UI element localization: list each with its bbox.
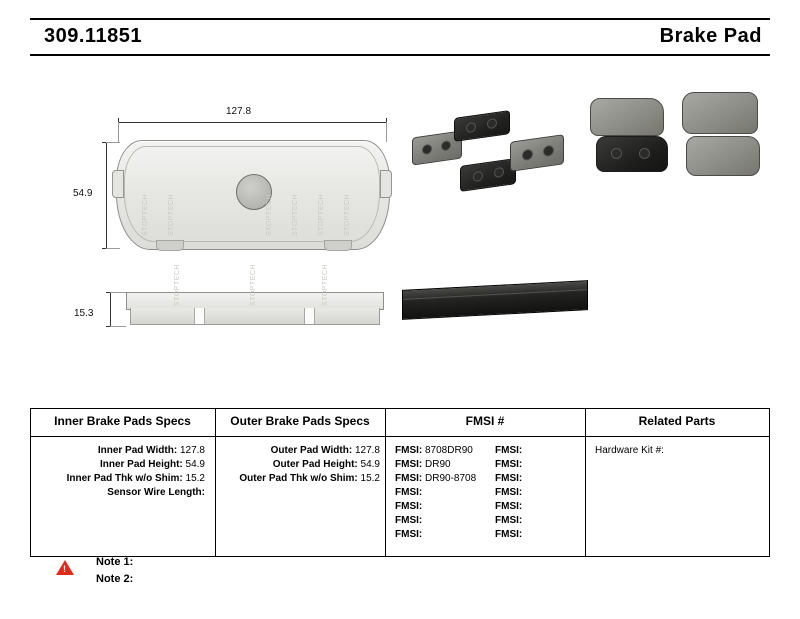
watermark-text: STOPTECH: [266, 194, 273, 236]
pad-tab-left: [112, 170, 124, 198]
dimension-thickness-label: 15.3: [74, 308, 94, 319]
page-title: Brake Pad: [659, 25, 762, 47]
sheet-header: [30, 18, 770, 56]
column-header-inner-specs: Inner Brake Pads Specs: [54, 414, 191, 428]
outer-specs-list: [215, 444, 380, 486]
pad-photo-group-center: [402, 104, 572, 234]
table-rule-bottom: [30, 556, 770, 557]
list-item: [215, 458, 380, 472]
fmsi-label: FMSI:: [495, 459, 523, 470]
dimension-width-line: [118, 122, 386, 123]
watermark-text: STOPTECH: [344, 194, 351, 236]
spec-label: Outer Pad Width:: [270, 445, 353, 456]
pad-photo-hole: [494, 167, 504, 178]
pad-photo-hole: [543, 145, 554, 158]
dimension-thickness-line: [110, 292, 111, 326]
extension-line-right: [386, 122, 387, 142]
spec-label: Inner Pad Height:: [99, 459, 183, 470]
column-header-fmsi: FMSI #: [465, 414, 505, 428]
pad-photo-hole: [639, 148, 650, 159]
fmsi-label: FMSI:: [495, 487, 523, 498]
list-item: [595, 444, 765, 458]
pad-edge-slot-right: [304, 308, 315, 324]
spec-value: 15.2: [360, 473, 380, 484]
column-header-outer-specs: Outer Brake Pads Specs: [230, 414, 370, 428]
header-rule-top: [30, 18, 770, 20]
list-item: [215, 444, 380, 458]
pad-photo-item: [460, 158, 516, 192]
spec-value: 54.9: [185, 459, 205, 470]
watermark-text: STOPTECH: [292, 194, 299, 236]
spec-value: 127.8: [354, 445, 380, 456]
watermark-text: STOPTECH: [322, 264, 329, 306]
pad-photo-hole: [473, 171, 483, 182]
list-item: [30, 486, 205, 500]
pad-friction-material: [130, 308, 380, 325]
pad-edge-view: [126, 264, 382, 326]
pad-photo-item: [682, 92, 758, 134]
list-item: [395, 528, 595, 542]
watermark-text: STOPTECH: [142, 194, 149, 236]
fmsi-label: FMSI:: [395, 529, 423, 540]
spec-label: Outer Pad Thk w/o Shim:: [239, 473, 358, 484]
table-rule-header: [30, 436, 770, 437]
inner-specs-list: [30, 444, 205, 500]
fmsi-label: FMSI:: [395, 501, 423, 512]
warning-triangle-icon: [56, 560, 74, 575]
watermark-text: STOPTECH: [318, 194, 325, 236]
spec-label: Inner Pad Width:: [97, 445, 178, 456]
list-item: [395, 458, 595, 472]
list-item: [30, 458, 205, 472]
fmsi-label: FMSI:: [495, 529, 523, 540]
list-item: [395, 444, 595, 458]
pad-tab-right: [380, 170, 392, 198]
watermark-text: STOPTECH: [168, 194, 175, 236]
pad-photo-item: [686, 136, 760, 176]
fmsi-label: FMSI:: [395, 515, 423, 526]
table-divider-2: [385, 408, 386, 556]
pad-edge-slot-left: [194, 308, 205, 324]
extension-line-bottom: [106, 248, 120, 249]
pad-notch-left: [156, 240, 184, 251]
drawing-area: [30, 70, 770, 370]
fmsi-label: FMSI:: [395, 459, 423, 470]
pad-notch-right: [324, 240, 352, 251]
table-border-right: [769, 408, 770, 556]
extension-line-thk-top: [110, 292, 126, 293]
fmsi-label: FMSI:: [495, 445, 523, 456]
list-item: [395, 514, 595, 528]
list-item: [395, 486, 595, 500]
pad-photo-hole: [487, 118, 497, 129]
pad-photo-item: [454, 110, 510, 142]
spec-label: Sensor Wire Length:: [107, 487, 205, 498]
pad-photo-edge-view: [402, 280, 588, 320]
pad-photo-item: [510, 134, 564, 172]
note-1: Note 1:: [96, 556, 134, 568]
watermark-text: STOPTECH: [174, 264, 181, 306]
fmsi-label: FMSI:: [495, 515, 523, 526]
fmsi-value: 8708DR90: [425, 445, 473, 456]
column-header-related-parts: Related Parts: [638, 414, 716, 428]
pad-photo-hole: [466, 122, 476, 133]
list-item: [395, 472, 595, 486]
fmsi-label: FMSI:: [395, 473, 423, 484]
list-item: [30, 444, 205, 458]
fmsi-label: FMSI:: [395, 445, 423, 456]
related-parts-list: [595, 444, 765, 458]
fmsi-label: FMSI:: [495, 501, 523, 512]
pad-top-view: [116, 140, 388, 248]
extension-line-thk-bottom: [110, 326, 126, 327]
list-item: [395, 500, 595, 514]
fmsi-list: [395, 444, 595, 542]
spec-label: Outer Pad Height:: [272, 459, 358, 470]
fmsi-label: FMSI:: [495, 473, 523, 484]
note-2: Note 2:: [96, 573, 134, 585]
related-part-label: Hardware Kit #:: [595, 445, 664, 456]
part-number: 309.11851: [44, 25, 142, 47]
header-rule-bottom: [30, 54, 770, 56]
pad-photo-hole: [422, 144, 432, 155]
pad-photo-group-right: [590, 92, 770, 212]
pad-photo-hole: [441, 140, 451, 151]
fmsi-value: DR90-8708: [425, 473, 477, 484]
dimension-height-label: 54.9: [73, 188, 93, 199]
spec-value: 127.8: [179, 445, 205, 456]
pad-photo-hole: [522, 149, 533, 162]
fmsi-label: FMSI:: [395, 487, 423, 498]
spec-value: 15.2: [185, 473, 205, 484]
list-item: [215, 472, 380, 486]
pad-photo-item: [590, 98, 664, 136]
spec-value: 54.9: [360, 459, 380, 470]
fmsi-value: DR90: [425, 459, 451, 470]
pad-photo-item: [596, 136, 668, 172]
watermark-text: STOPTECH: [250, 264, 257, 306]
table-rule-top: [30, 408, 770, 409]
list-item: [30, 472, 205, 486]
spec-label: Inner Pad Thk w/o Shim:: [66, 473, 183, 484]
dimension-width-label: 127.8: [226, 106, 252, 117]
pad-photo-hole: [611, 148, 622, 159]
dimension-height-line: [106, 142, 107, 248]
extension-line-left: [118, 122, 119, 142]
